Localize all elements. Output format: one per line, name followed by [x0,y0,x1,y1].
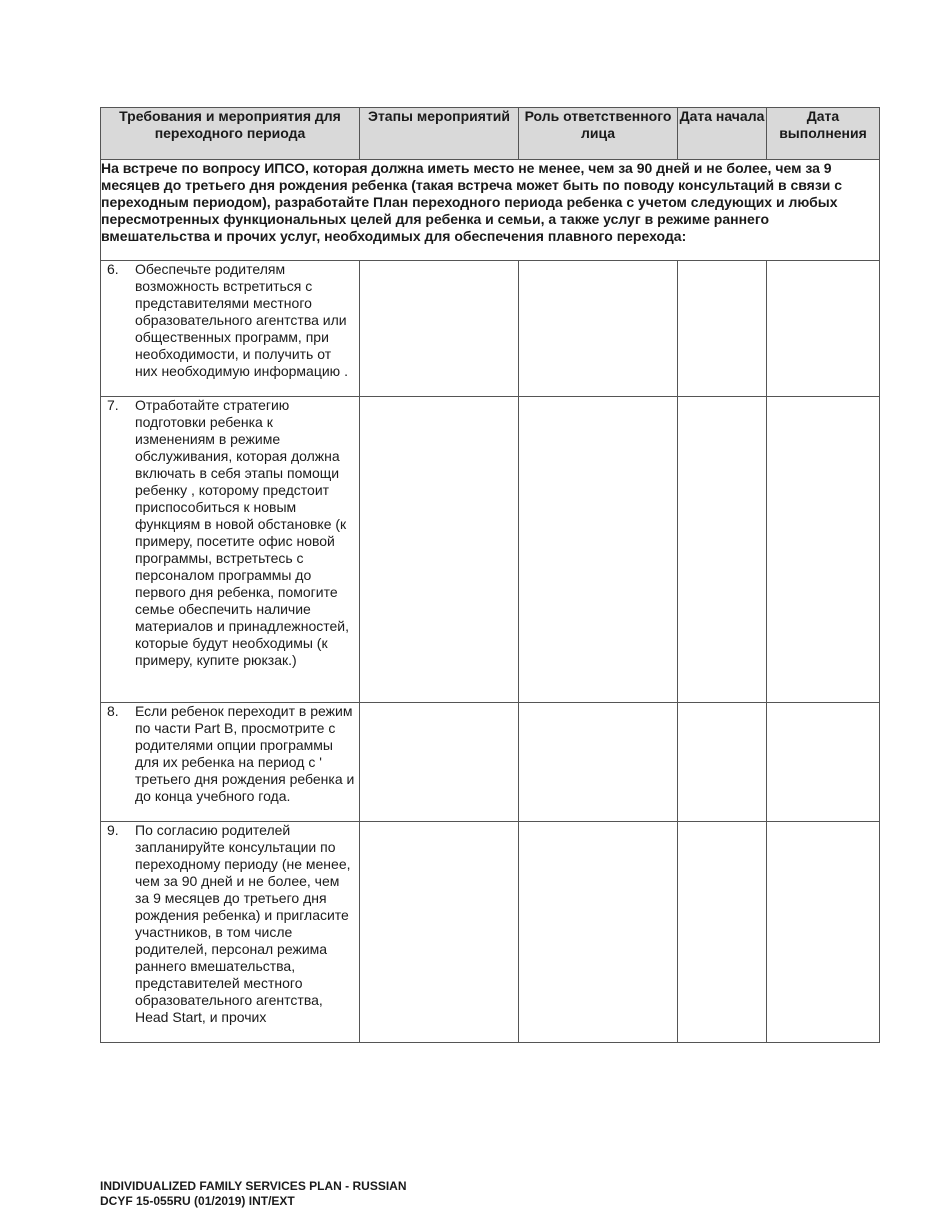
requirement-cell [101,261,360,397]
responsible-role-cell[interactable] [519,261,678,397]
responsible-role-cell[interactable] [519,397,678,703]
header-requirements: Требования и мероприятия для переходного периода [101,108,360,160]
steps-cell[interactable] [360,703,519,822]
item-number: 9. [107,822,119,838]
header-completion-date: Дата выполнения [767,108,880,160]
completion-date-cell[interactable] [767,261,880,397]
intro-text: На встрече по вопросу ИПСО, которая должна иметь место не менее, чем за 90 дней и не более, чем за 9 месяцев до третьего дня рождения ребенка (такая встреча может быть по поводу консультаций в связи с переходным периодом), разработайте План переходного периода ребенка с учетом следующих и любых пересмотренных функциональных целей для ребенка и семьи, а также услуг в режиме раннего вмешательства и прочих услуг, необходимых для обеспечения плавного перехода: [101,160,880,261]
requirement-cell [101,703,360,822]
table-row [101,822,880,1043]
table-row [101,397,880,703]
item-text: Если ребенок переходит в режим по части Part B, просмотрите с родителями опции программы для их ребенка на период с ' третьего дня рождения ребенка и до конца учебного года. [135,703,355,804]
table-row [101,703,880,822]
completion-date-cell[interactable] [767,397,880,703]
header-responsible-role: Роль ответственного лица [519,108,678,160]
item-text: По согласию родителей запланируйте консультации по переходному периоду (не менее, чем за 90 дней и не более, чем за 9 месяцев до третьего дня рождения ребенка) и пригласите участников, в том числе родителей, персонал режима раннего вмешательства, представителей местного образовательного агентства, Head Start, и прочих [135,822,351,1025]
start-date-cell[interactable] [678,822,767,1043]
requirement-cell [101,397,360,703]
item-number: 8. [107,703,119,719]
completion-date-cell[interactable] [767,822,880,1043]
table-row [101,261,880,397]
start-date-cell[interactable] [678,397,767,703]
form-number: DCYF 15-055RU (01/2019) INT/EXT [100,1194,295,1208]
transition-plan-table [100,107,880,1043]
header-steps: Этапы мероприятий [360,108,519,160]
steps-cell[interactable] [360,397,519,703]
form-title: INDIVIDUALIZED FAMILY SERVICES PLAN - RUSSIAN [100,1179,407,1193]
completion-date-cell[interactable] [767,703,880,822]
responsible-role-cell[interactable] [519,703,678,822]
item-text: Обеспечьте родителям возможность встретиться с представителями местного образовательного агентства или общественных программ, при необходимости, и получить от них необходимую информацию . [135,261,348,379]
item-number: 7. [107,397,119,413]
header-row [101,108,880,160]
responsible-role-cell[interactable] [519,822,678,1043]
item-number: 6. [107,261,119,277]
header-start-date: Дата начала [678,108,767,160]
steps-cell[interactable] [360,822,519,1043]
intro-row [101,160,880,261]
item-text: Отработайте стратегию подготовки ребенка к изменениям в режиме обслуживания, которая должна включать в себя этапы помощи ребенку , которому предстоит приспособиться к новым функциям в новой обстановке (к примеру, посетите офис новой программы, встретьтесь с персоналом программы до первого дня ребенка, помогите семье обеспечить наличие материалов и принадлежностей, которые будут необходимы (к примеру, купите рюкзак.) [135,397,349,668]
start-date-cell[interactable] [678,703,767,822]
start-date-cell[interactable] [678,261,767,397]
form-footer [100,1179,407,1209]
requirement-cell [101,822,360,1043]
steps-cell[interactable] [360,261,519,397]
